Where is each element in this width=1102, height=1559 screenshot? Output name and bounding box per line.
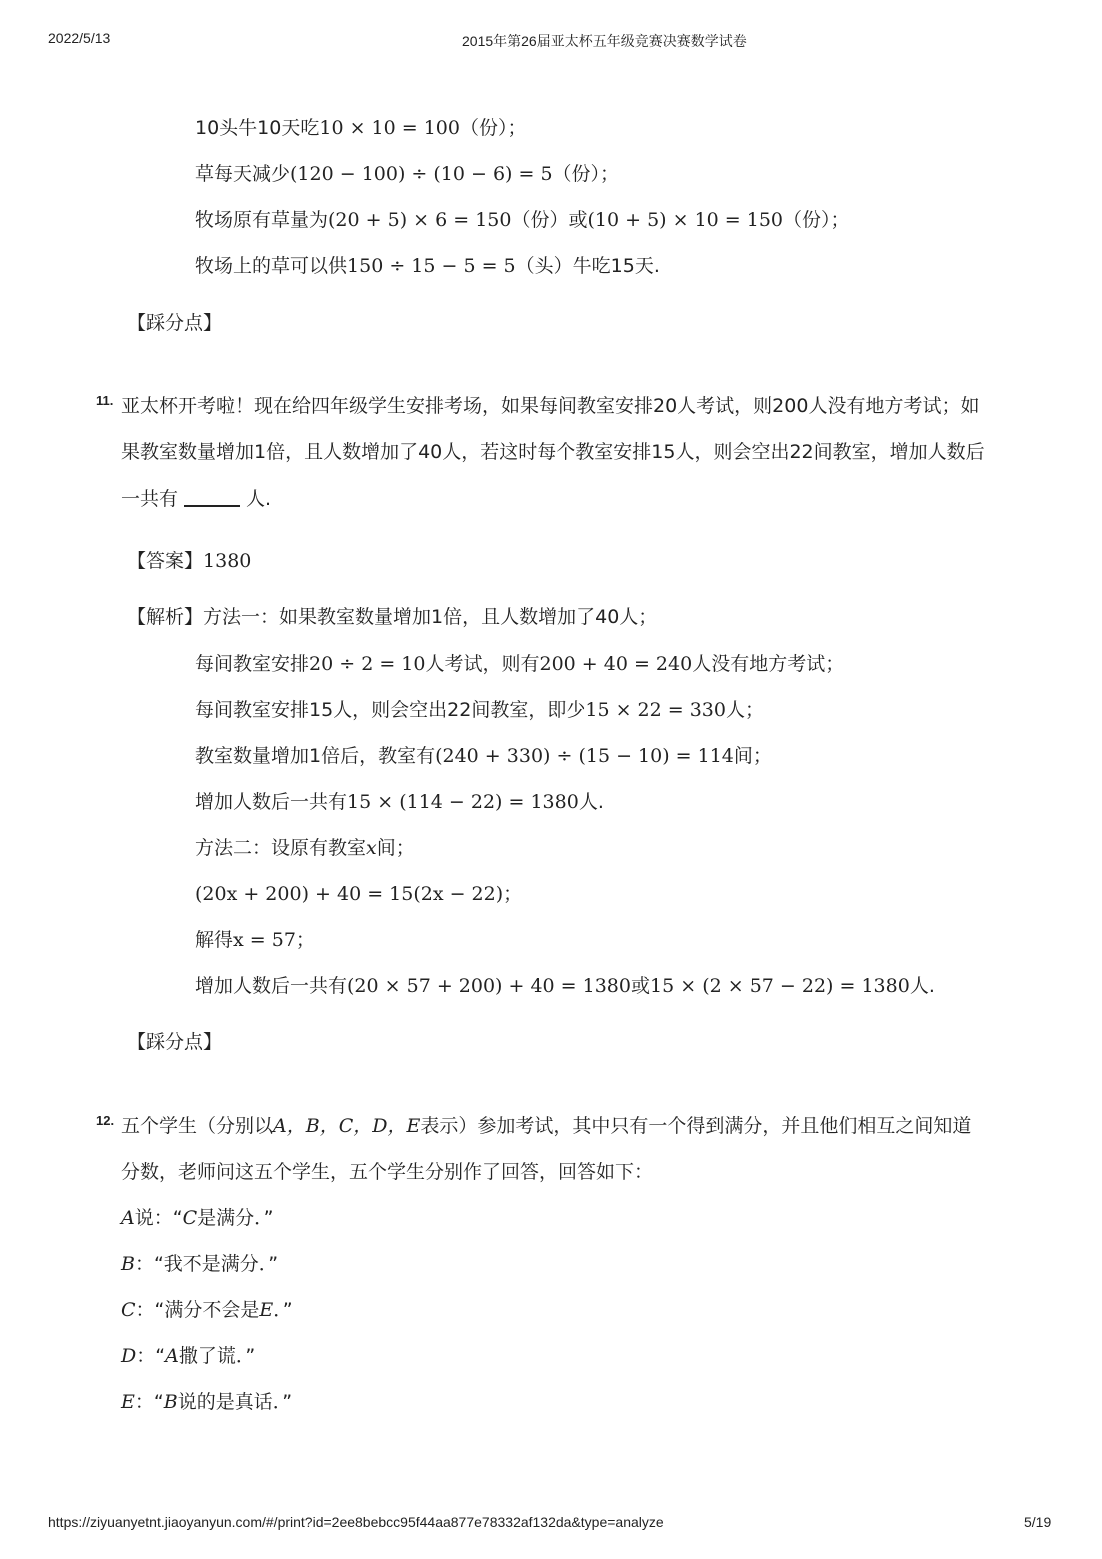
q11-text-line-1: 亚太杯开考啦！现在给四年级学生安排考场，如果每间教室安排20人考试，则200人没有地方考试；如 bbox=[121, 395, 980, 417]
q12-statement-c: C：“满分不会是E．” bbox=[121, 1299, 293, 1321]
q11-analysis-line-1: 【解析】方法一：如果教室数量增加1倍，且人数增加了40人； bbox=[127, 606, 658, 628]
q11-answer bbox=[127, 548, 251, 574]
q12-text-line-1: 五个学生（分别以A，B，C，D，E表示）参加考试，其中只有一个得到满分，并且他们相互之间知道 bbox=[121, 1115, 972, 1137]
q11-number: 11. bbox=[96, 393, 114, 408]
q12-statement-b: B：“我不是满分．” bbox=[121, 1253, 279, 1275]
q12-statement-d: D：“A撒了谎．” bbox=[121, 1345, 256, 1367]
header-title: 2015年第26届亚太杯五年级竞赛决赛数学试卷 bbox=[462, 33, 747, 49]
q12-statement-a: A说：“C是满分．” bbox=[121, 1207, 274, 1229]
q12-number: 12. bbox=[96, 1113, 115, 1128]
q11-analysis-line-6: 方法二：设原有教室x间； bbox=[195, 837, 415, 859]
answer-blank bbox=[184, 505, 240, 507]
q11-analysis-line-2: 每间教室安排20 ÷ 2 = 10人考试，则有200 + 40 = 240人没有地方考试； bbox=[195, 653, 845, 675]
q11-analysis-line-8: 解得x = 57； bbox=[195, 929, 315, 951]
q10-solution-line-4: 牧场上的草可以供150 ÷ 15 − 5 = 5（头）牛吃15天. bbox=[195, 255, 660, 277]
q12-statement-e: E：“B说的是真话．” bbox=[121, 1391, 293, 1413]
q11-analysis-line-9: 增加人数后一共有(20 × 57 + 200) + 40 = 1380或15 × (2 × 57 − 22) = 1380人. bbox=[195, 975, 935, 997]
q12-text-line-2: 分数，老师问这五个学生，五个学生分别作了回答，回答如下： bbox=[121, 1161, 654, 1183]
q10-scoring-points-label: 【踩分点】 bbox=[127, 312, 223, 334]
q11-text-line-2: 果教室数量增加1倍，且人数增加了40人，若这时每个教室安排15人，则会空出22间教室，增加人数后 bbox=[121, 441, 985, 463]
q11-analysis-line-4: 教室数量增加1倍后，教室有(240 + 330) ÷ (15 − 10) = 114间； bbox=[195, 745, 772, 767]
q11-analysis-line-5: 增加人数后一共有15 × (114 − 22) = 1380人. bbox=[195, 791, 604, 813]
q10-solution-line-2: 草每天减少(120 − 100) ÷ (10 − 6) = 5（份）； bbox=[195, 163, 620, 185]
header-date: 2022/5/13 bbox=[48, 30, 111, 46]
q11-analysis-line-3: 每间教室安排15人，则会空出22间教室，即少15 × 22 = 330人； bbox=[195, 699, 764, 721]
q11-scoring-points-label: 【踩分点】 bbox=[127, 1031, 223, 1053]
q11-analysis-line-7: (20x + 200) + 40 = 15(2x − 22)； bbox=[195, 883, 523, 905]
analysis-label: 【解析】 bbox=[127, 606, 204, 628]
answer-value: 1380 bbox=[203, 550, 252, 572]
q11-text-line-3: 一共有 人. bbox=[121, 488, 272, 510]
answer-label: 【答案】 bbox=[127, 550, 204, 572]
footer-page-number: 5/19 bbox=[1024, 1514, 1052, 1530]
q10-solution-line-3: 牧场原有草量为(20 + 5) × 6 = 150（份）或(10 + 5) × 10 = 150（份）； bbox=[195, 209, 850, 231]
q10-solution-line-1: 10头牛10天吃10 × 10 = 100（份）； bbox=[195, 117, 527, 139]
footer-url: https://ziyuanyetnt.jiaoyanyun.com/#/print?id=2ee8bebcc95f44aa877e78332af132da&type=analyze bbox=[48, 1514, 664, 1530]
